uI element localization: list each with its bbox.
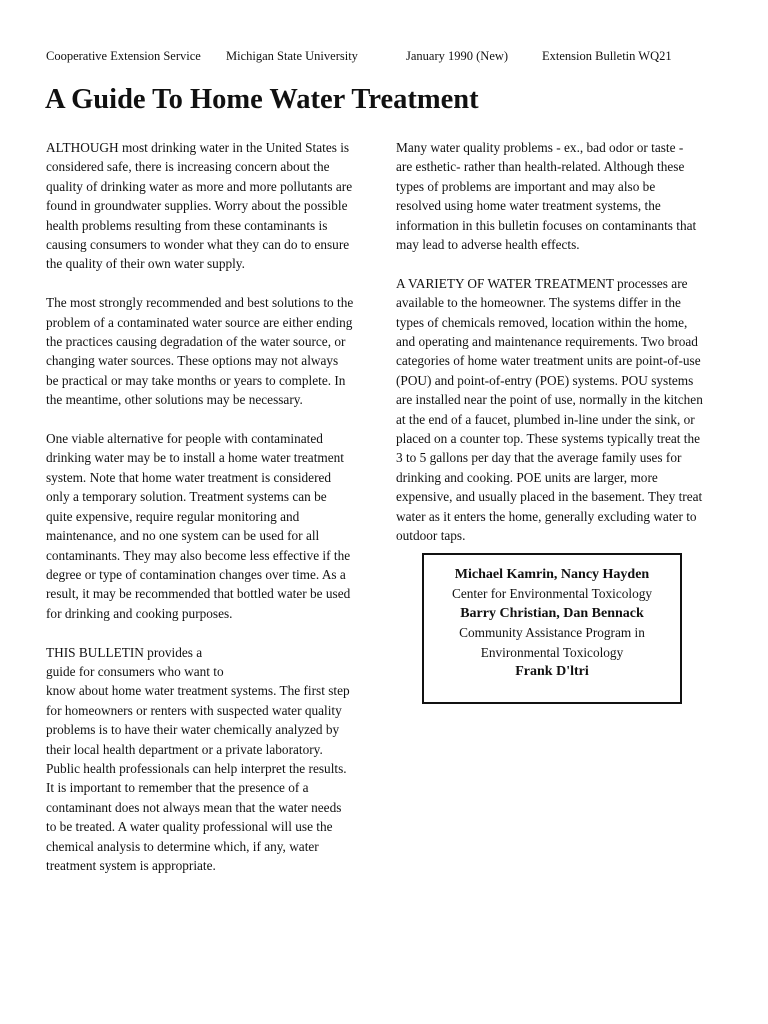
text-line: degree or type of contamination changes over time. As a bbox=[46, 566, 346, 582]
text-line: know about home water treatment systems. The first step bbox=[46, 683, 350, 699]
text-line: 3 to 5 gallons per day that the average family uses for bbox=[396, 450, 682, 466]
credit-authors-1: Michael Kamrin, Nancy Hayden bbox=[454, 567, 650, 582]
text-line: found in groundwater supplies. Worry about the possible bbox=[46, 198, 348, 214]
credit-authors-3: Frank D'ltri bbox=[515, 664, 589, 680]
text-line: system. Note that home water treatment is considered bbox=[46, 469, 332, 485]
header-service: Cooperative Extension Service bbox=[46, 49, 201, 63]
header-university: Michigan State University bbox=[226, 49, 358, 63]
text-line: It is important to remember that the presence of a bbox=[46, 780, 309, 796]
credit-affiliation-2a: Community Assistance Program in bbox=[459, 625, 645, 641]
text-line: The most strongly recommended and best solutions to the bbox=[46, 295, 354, 311]
credit-affiliation-1: Center for Environmental Toxicology bbox=[451, 586, 653, 602]
text-line: types of problems are important and may also be bbox=[396, 178, 656, 194]
text-line: available to the homeowner. The systems differ in the bbox=[396, 295, 681, 311]
text-line: (POU) and point-of-entry (POE) systems. POU systems bbox=[396, 372, 694, 388]
text-line: ALTHOUGH most drinking water in the United States is bbox=[46, 140, 350, 155]
header-date: January 1990 (New) bbox=[406, 49, 509, 63]
text-line: for drinking and cooking purposes. bbox=[46, 605, 233, 621]
text-line: placed on a counter top. These systems typically treat the bbox=[396, 431, 701, 447]
text-line: the quality of their own water supply. bbox=[46, 256, 245, 272]
text-line: may lead to adverse health effects. bbox=[396, 237, 580, 253]
text-line: categories of home water treatment units are point-of-use bbox=[396, 353, 701, 369]
text-line: problems is to have their water chemically analyzed by bbox=[46, 722, 340, 738]
text-line: maintenance, and no one system can be used for all bbox=[46, 528, 320, 544]
paragraph-intro bbox=[46, 138, 378, 274]
author-credits-box bbox=[422, 553, 682, 704]
text-line: to be treated. A water quality professional will use the bbox=[46, 819, 333, 835]
text-line: THIS BULLETIN provides a bbox=[46, 644, 203, 660]
text-line: for homeowners or renters with suspected water quality bbox=[46, 702, 342, 718]
text-line: result, it may be recommended that bottled water be used bbox=[46, 586, 351, 602]
text-line: be practical or may take months or years to complete. In bbox=[46, 372, 346, 388]
paragraph-alternative bbox=[46, 429, 378, 623]
text-line: problem of a contaminated water source are either ending bbox=[46, 314, 353, 330]
text-line: drinking and cooking. POE units are larger, more bbox=[396, 469, 658, 485]
right-column bbox=[396, 138, 728, 565]
text-line: considered safe, there is increasing concern about the bbox=[46, 159, 330, 175]
text-line: chemical analysis to determine which, if any, water bbox=[46, 838, 319, 854]
text-line: resolved using home water treatment systems, the bbox=[396, 198, 661, 214]
text-line: expensive, and usually placed in the basement. They treat bbox=[396, 489, 703, 505]
text-line: Many water quality problems - ex., bad odor or taste - bbox=[396, 140, 684, 155]
text-line: the meantime, other solutions may be necessary. bbox=[46, 392, 303, 408]
page-header bbox=[46, 48, 726, 64]
credit-affiliation-2b: Environmental Toxicology bbox=[480, 644, 624, 660]
text-line: quality of drinking water as more and more pollutants are bbox=[46, 178, 353, 194]
paragraph-variety-of-treatment bbox=[396, 274, 728, 546]
header-bulletin-number: Extension Bulletin WQ21 bbox=[542, 49, 672, 63]
page-title: A Guide To Home Water Treatment bbox=[45, 84, 479, 115]
text-line: at the end of a faucet, plumbed in-line under the sink, or bbox=[396, 411, 695, 427]
text-line: treatment system is appropriate. bbox=[46, 857, 216, 873]
text-line: are esthetic- rather than health-related. Although these bbox=[396, 159, 685, 175]
text-line: guide for consumers who want to bbox=[46, 663, 224, 679]
text-line: types of chemicals removed, location within the home, bbox=[396, 314, 688, 330]
text-line: contaminant does not always mean that the water needs bbox=[46, 799, 342, 815]
text-line: drinking water may be to install a home water treatment bbox=[46, 450, 344, 466]
left-column bbox=[46, 138, 378, 895]
text-line: their local health department or a private laboratory. bbox=[46, 741, 323, 757]
text-line: outdoor taps. bbox=[396, 528, 466, 544]
text-line: contaminants. They may also become less effective if the bbox=[46, 547, 351, 563]
paragraph-this-bulletin bbox=[46, 643, 378, 876]
text-line: only a temporary solution. Treatment systems can be bbox=[46, 489, 327, 505]
text-line: are installed near the point of use, normally in the kitchen bbox=[396, 392, 703, 408]
text-line: information in this bulletin focuses on contaminants that bbox=[396, 217, 697, 233]
text-line: quite expensive, require regular monitoring and bbox=[46, 508, 300, 524]
paragraph-esthetic-problems bbox=[396, 138, 728, 254]
text-line: health problems resulting from these contaminants is bbox=[46, 217, 328, 233]
text-line: causing consumers to wonder what they can do to ensure bbox=[46, 237, 350, 253]
text-line: the practices causing degradation of the water source, or bbox=[46, 334, 346, 350]
text-line: and operating and maintenance requirements. Two broad bbox=[396, 334, 698, 350]
credit-authors-2: Barry Christian, Dan Bennack bbox=[460, 605, 644, 621]
text-line: changing water sources. These options may not always bbox=[46, 353, 339, 369]
text-line: One viable alternative for people with contaminated bbox=[46, 431, 323, 447]
text-line: Public health professionals can help interpret the results. bbox=[46, 760, 347, 776]
text-line: water as it enters the home, generally excluding water to bbox=[396, 508, 697, 524]
paragraph-recommended-solutions bbox=[46, 293, 378, 409]
text-line: A VARIETY OF WATER TREATMENT processes are bbox=[396, 275, 688, 291]
